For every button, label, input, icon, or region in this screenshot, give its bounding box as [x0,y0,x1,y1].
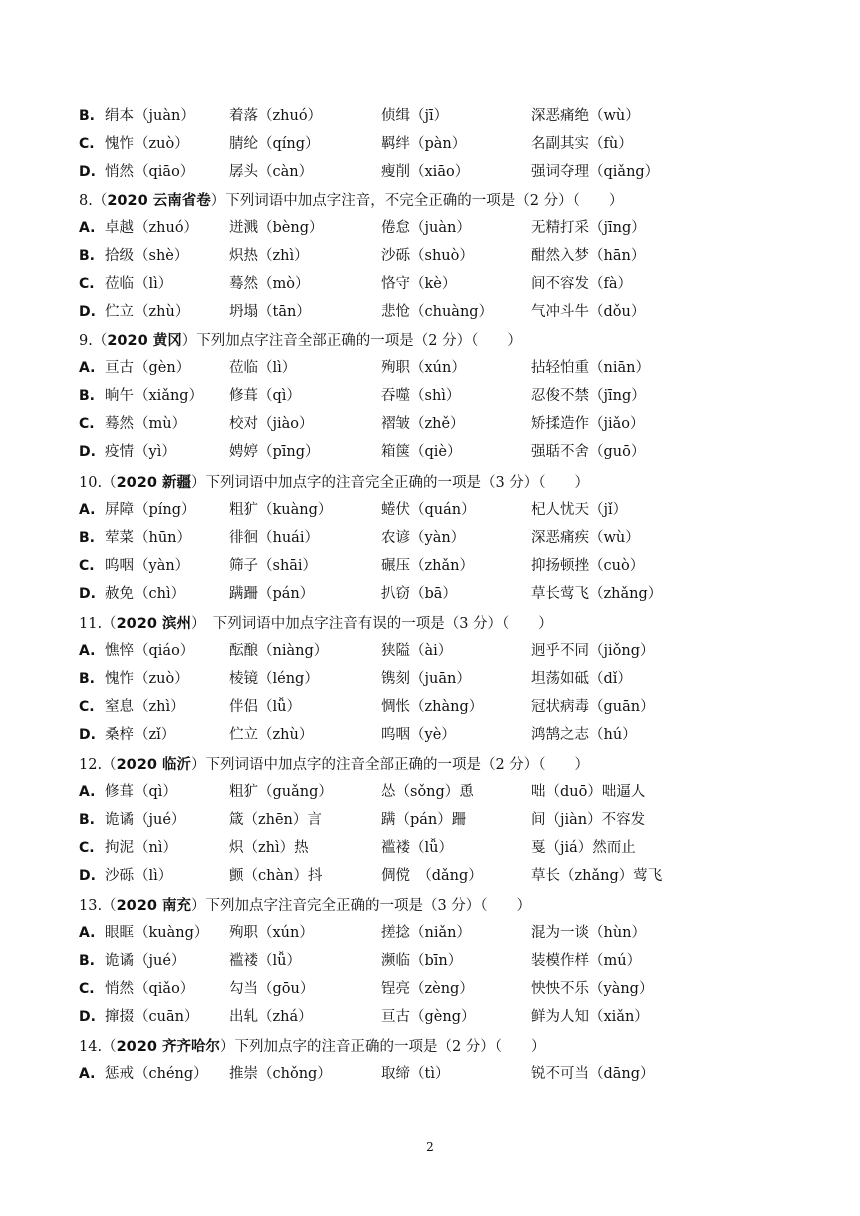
question-source: 2020 南充 [116,898,191,914]
option-word-2: 颤（chàn）抖 [229,868,323,884]
option-letter: D. [79,868,96,884]
question-text: ）下列词语中加点字注音，不完全正确的一项是（2 分）（ ） [210,193,624,209]
option-letter: D. [79,164,96,180]
option-word-2: 推崇（chǒng） [229,1066,332,1082]
question-source: 2020 新疆 [116,475,191,491]
option-row [79,387,779,405]
option-word-4: 名副其实（fù） [531,136,633,152]
option-word-1: 桑梓（zǐ） [105,727,176,743]
option-word-4: 装模作样（mú） [531,953,642,969]
question-source: 2020 滨州 [116,616,191,632]
option-row [79,107,779,125]
option-word-1: 呜咽（yàn） [105,558,190,574]
page-number: 2 [426,1140,434,1154]
option-word-3: 惆怅（zhàng） [381,699,484,715]
option-word-4: 间（jiàn）不容发 [531,812,646,828]
option-word-1: 莅临（lì） [105,276,173,292]
option-word-2: 粗犷（guǎng） [229,784,333,800]
option-letter: C. [79,136,95,152]
option-word-3: 狭隘（ài） [381,643,453,659]
question-stem [79,192,779,210]
option-word-2: 修葺（qì） [229,388,301,404]
question-number: 10.（ [79,475,117,491]
option-letter: C. [79,699,95,715]
option-word-2: 坍塌（tān） [229,304,311,320]
option-row [79,585,779,603]
option-word-3: 瘦削（xiāo） [381,164,470,180]
option-word-2: 蹒跚（pán） [229,586,315,602]
option-word-1: 晌午（xiǎng） [105,388,204,404]
question-text: ）下列加点字注音全部正确的一项是（2 分）（ ） [181,333,522,349]
option-row [79,275,779,293]
option-word-4: 强聒不舍（guō） [531,444,646,460]
option-row [79,642,779,660]
option-word-4: 锐不可当（dāng） [531,1066,655,1082]
option-word-1: 憔悴（qiáo） [105,643,195,659]
option-word-4: 鲜为人知（xiǎn） [531,1009,649,1025]
option-word-4: 强词夺理（qiǎng） [531,164,660,180]
option-word-3: 扒窃（bā） [381,586,457,602]
option-word-1: 修葺（qì） [105,784,177,800]
question-stem [79,474,779,492]
option-word-1: 撺掇（cuān） [105,1009,199,1025]
option-row [79,924,779,942]
option-word-4: 深恶痛疾（wù） [531,530,640,546]
option-word-4: 草长（zhǎng）莺飞 [531,868,663,884]
question-source: 2020 黄冈 [107,333,182,349]
option-word-2: 炽热（zhì） [229,248,309,264]
option-word-1: 赦免（chì） [105,586,186,602]
option-row [79,726,779,744]
option-row [79,980,779,998]
option-row [79,501,779,519]
option-word-3: 碾压（zhǎn） [381,558,474,574]
option-word-3: 锃亮（zèng） [381,981,474,997]
option-word-3: 镌刻（juān） [381,671,471,687]
question-stem [79,756,779,774]
option-word-1: 屏障（píng） [105,502,196,518]
question-text: ） 下列词语中加点字注音有误的一项是（3 分）（ ） [190,616,553,632]
option-letter: D. [79,586,96,602]
option-letter: D. [79,444,96,460]
question-number: 8.（ [79,193,108,209]
option-word-2: 伫立（zhù） [229,727,314,743]
option-word-1: 窒息（zhì） [105,699,185,715]
option-word-1: 悄然（qiāo） [105,164,195,180]
option-row [79,698,779,716]
option-word-4: 拈轻怕重（niān） [531,360,650,376]
option-letter: C. [79,981,95,997]
option-word-2: 勾当（gōu） [229,981,315,997]
option-word-4: 气冲斗牛（dǒu） [531,304,646,320]
option-letter: B. [79,812,95,828]
option-word-3: 沙砾（shuò） [381,248,474,264]
option-row [79,867,779,885]
option-letter: B. [79,388,95,404]
option-row [79,415,779,433]
option-word-3: 悲怆（chuàng） [381,304,494,320]
option-word-1: 诡谲（jué） [105,812,186,828]
option-word-4: 冠状病毒（guān） [531,699,655,715]
option-word-4: 抑扬顿挫（cuò） [531,558,645,574]
option-row [79,952,779,970]
option-word-2: 着落（zhuó） [229,108,323,124]
question-stem [79,332,779,350]
option-word-3: 亘古（gèng） [381,1009,476,1025]
option-row [79,359,779,377]
option-row [79,163,779,181]
option-word-4: 坦荡如砥（dǐ） [531,671,632,687]
option-letter: B. [79,248,95,264]
question-number: 12.（ [79,757,117,773]
option-word-3: 箱箧（qiè） [381,444,462,460]
option-word-2: 箴（zhēn）言 [229,812,322,828]
option-word-4: 鸿鹄之志（hú） [531,727,637,743]
option-word-3: 褴褛（lǚ） [381,840,453,856]
option-word-2: 炽（zhì）热 [229,840,309,856]
option-word-2: 粗犷（kuàng） [229,502,333,518]
option-letter: A. [79,925,96,941]
option-word-4: 草长莺飞（zhǎng） [531,586,663,602]
option-word-3: 取缔（tì） [381,1066,450,1082]
option-letter: B. [79,530,95,546]
option-letter: A. [79,220,96,236]
option-word-1: 惩戒（chéng） [105,1066,208,1082]
option-word-2: 筛子（shāi） [229,558,318,574]
option-word-1: 疫情（yì） [105,444,176,460]
option-letter: C. [79,558,95,574]
question-number: 11.（ [79,616,117,632]
option-word-1: 拘泥（nì） [105,840,177,856]
option-word-3: 倜傥 （dǎng） [381,868,483,884]
option-word-3: 褶皱（zhě） [381,416,465,432]
option-word-4: 迥乎不同（jiǒng） [531,643,655,659]
question-text: ）下列词语中加点字的注音完全正确的一项是（3 分）（ ） [190,475,590,491]
option-word-1: 眼眶（kuàng） [105,925,209,941]
option-word-1: 蓦然（mù） [105,416,187,432]
option-word-4: 怏怏不乐（yàng） [531,981,654,997]
question-stem [79,897,779,915]
option-letter: A. [79,502,96,518]
question-number: 14.（ [79,1039,117,1055]
option-letter: A. [79,1066,96,1082]
option-word-1: 愧怍（zuò） [105,136,189,152]
option-word-1: 愧怍（zuò） [105,671,189,687]
option-letter: B. [79,671,95,687]
option-word-1: 拾级（shè） [105,248,189,264]
question-stem [79,615,779,633]
option-word-3: 濒临（bīn） [381,953,463,969]
option-letter: C. [79,840,95,856]
option-word-2: 出轧（zhá） [229,1009,313,1025]
option-row [79,783,779,801]
option-word-4: 咄（duō）咄逼人 [531,784,646,800]
option-word-3: 侦缉（jī） [381,108,449,124]
option-word-3: 吞噬（shì） [381,388,461,404]
option-row [79,529,779,547]
option-word-1: 卓越（zhuó） [105,220,199,236]
option-word-4: 无精打采（jīng） [531,220,646,236]
option-word-3: 蜷伏（quán） [381,502,476,518]
option-word-2: 伴侣（lǚ） [229,699,301,715]
option-word-2: 蓦然（mò） [229,276,310,292]
option-word-4: 深恶痛绝（wù） [531,108,640,124]
option-word-2: 棱镜（léng） [229,671,319,687]
question-text: ）下列加点字注音完全正确的一项是（3 分）（ ） [190,898,532,914]
option-word-1: 悄然（qiǎo） [105,981,195,997]
option-word-3: 殉职（xún） [381,360,466,376]
option-word-3: 恪守（kè） [381,276,457,292]
option-row [79,135,779,153]
option-letter: A. [79,643,96,659]
option-word-3: 呜咽（yè） [381,727,456,743]
option-row [79,443,779,461]
option-word-2: 酝酿（niàng） [229,643,329,659]
option-row [79,670,779,688]
option-row [79,219,779,237]
option-word-3: 搓捻（niǎn） [381,925,471,941]
option-row [79,247,779,265]
option-letter: A. [79,360,96,376]
option-word-1: 诡谲（jué） [105,953,186,969]
option-word-2: 殉职（xún） [229,925,314,941]
option-word-3: 农谚（yàn） [381,530,466,546]
option-letter: C. [79,276,95,292]
option-word-1: 亘古（gèn） [105,360,191,376]
option-word-3: 怂（sǒng）恿 [381,784,474,800]
option-row [79,811,779,829]
question-text: ）下列词语中加点字的注音全部正确的一项是（2 分）（ ） [190,757,590,773]
option-word-1: 荤菜（hūn） [105,530,192,546]
option-word-4: 酣然入梦（hān） [531,248,646,264]
option-word-3: 蹒（pán）跚 [381,812,467,828]
option-letter: D. [79,727,96,743]
option-row [79,1008,779,1026]
option-word-4: 矫揉造作（jiǎo） [531,416,645,432]
option-word-2: 校对（jiào） [229,416,314,432]
option-word-2: 迸溅（bèng） [229,220,324,236]
option-row [79,1065,779,1083]
option-word-1: 沙砾（lì） [105,868,173,884]
option-word-1: 伫立（zhù） [105,304,190,320]
question-source: 2020 云南省卷 [107,193,211,209]
option-word-4: 杞人忧天（jǐ） [531,502,628,518]
option-row [79,303,779,321]
option-letter: B. [79,108,95,124]
option-word-4: 间不容发（fà） [531,276,633,292]
option-letter: A. [79,784,96,800]
option-word-4: 混为一谈（hùn） [531,925,647,941]
option-letter: C. [79,416,95,432]
option-letter: D. [79,304,96,320]
question-source: 2020 齐齐哈尔 [116,1039,220,1055]
option-word-1: 绢本（juàn） [105,108,195,124]
option-row [79,557,779,575]
option-word-2: 娉婷（pīng） [229,444,320,460]
option-row [79,839,779,857]
question-number: 13.（ [79,898,117,914]
option-word-2: 莅临（lì） [229,360,297,376]
option-word-2: 徘徊（huái） [229,530,319,546]
option-letter: D. [79,1009,96,1025]
option-word-3: 羁绊（pàn） [381,136,467,152]
question-text: ）下列加点字的注音正确的一项是（2 分）（ ） [219,1039,546,1055]
option-word-2: 孱头（càn） [229,164,314,180]
option-word-2: 腈纶（qíng） [229,136,320,152]
question-source: 2020 临沂 [116,757,191,773]
question-stem [79,1038,779,1056]
option-word-4: 忍俊不禁（jīng） [531,388,646,404]
option-word-2: 褴褛（lǚ） [229,953,301,969]
option-letter: B. [79,953,95,969]
question-number: 9.（ [79,333,108,349]
option-word-3: 倦怠（juàn） [381,220,471,236]
option-word-4: 戛（jiá）然而止 [531,840,636,856]
